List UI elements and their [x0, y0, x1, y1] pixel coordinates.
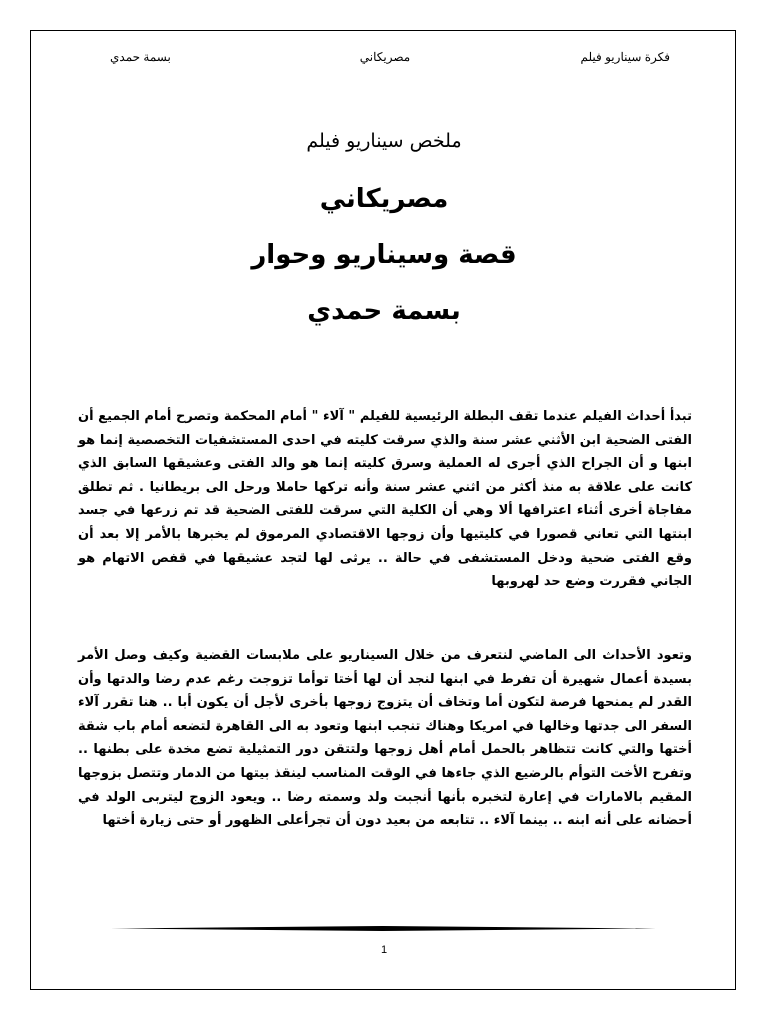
title-author: بسمة حمدي — [307, 296, 461, 326]
title-credits: قصة وسيناريو وحوار — [251, 240, 517, 270]
header-left-text: بسمة حمدي — [110, 50, 171, 64]
title-film-name: مصريكاني — [319, 184, 449, 214]
title-summary: ملخص سيناريو فيلم — [306, 130, 462, 152]
body-paragraph-2: وتعود الأحداث الى الماضي لنتعرف من خلال السيناريو على ملابسات القضية وكيف وصل الأمر بسيدة أعمال شهيرة أن تفرط في ابنها لنجد أن لها أختا توأما تزوجت رغم عدم رضا والدتها وأن القدر لم يمنحها فرصة لتكون أما وتخاف أن يتزوج زوجها بأخرى لأجل أن يكون أبا .. هنا تقرر آلاء السفر الى جدتها وخالها في امريكا وهناك تنجب ابنها وتعود به الى القاهرة لتضعه أمام باب شقة أختها والتي كانت تتظاهر بالحمل أمام أهل زوجها ولتتقن دور التمثيلية تضع مخدة على بطنها .. وتفرح الأخت التوأم بالرضيع الذي جاءها في الوقت المناسب لينقذ بيتها من الدمار وتتصل بزوجها المقيم بالامارات في إعارة لتخبره بأنها أنجبت ولد وسمته رضا .. ويعود الزوج ليتربى الولد في أحضانه على أنه ابنه .. بينما آلاء .. تتابعه من بعيد دون أن تجرأعلى الظهور أو حتى زيارة أختها — [78, 648, 692, 829]
page-number: 1 — [380, 944, 388, 956]
header-center-text: مصريكاني — [359, 50, 411, 64]
header-right-text: فكرة سيناريو فيلم — [580, 50, 670, 64]
footer-divider — [110, 926, 656, 931]
body-paragraph-1: تبدأ أحداث الفيلم عندما تقف البطلة الرئيسية للفيلم " آلاء " أمام المحكمة وتصرح أمام الجميع أن الفتى الضحية ابن الأثني عشر سنة والذي سرقت كليته في احدى المستشفيات التخصصية إنما هو ابنها و أن الجراح الذي أجرى له العملية وسرق كليته إنما هو والد الفتى وعشيقها السابق الذي كانت على علاقة به منذ أكثر من اثني عشر سنة وأنه تركها حاملا ورحل الى بريطانيا . ثم تطلق مفاجاة أخرى أثناء اعترافها ألا وهي أن الكلية التي سرقت للفتى الضحية قد تم زرعها في جسد ابنتها التي تعاني قصورا في كليتيها وأن زوجها الاقتصادي المرموق لم يخبرها بالأمر إلا بعد أن وقع الفتى ضحية ودخل المستشفى في حالة .. يرثى لها لتجد عشيقها في قفص الاتهام هو الجاني فقررت وضع حد لهروبها — [78, 409, 692, 590]
page-header — [100, 50, 670, 70]
